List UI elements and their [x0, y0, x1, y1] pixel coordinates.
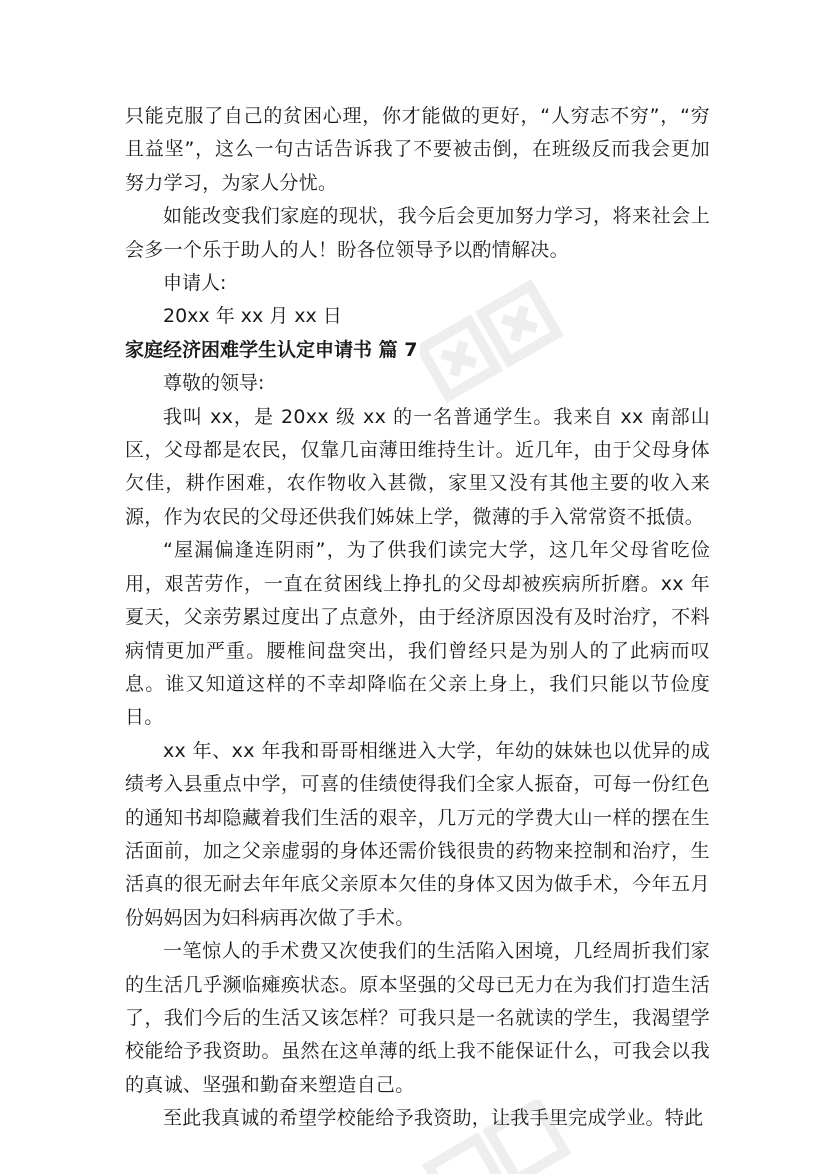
- body-paragraph-5: 至此我真诚的希望学校能给予我资助，让我手里完成学业。特此: [163, 1107, 704, 1130]
- body-paragraph-1: 我叫 xx，是 20xx 级 xx 的一名普通学生。我来自 xx 南部山区，父母都是农民，仅靠几亩薄田维持生计。近几年，由于父母身体欠佳，耕作困难，农作物收入甚微，家里又没有其他主要的收入来源，作为农民的父母还供我们姊妹上学，微薄的手入常常资不抵债。: [125, 405, 710, 528]
- document-body: [125, 100, 710, 1136]
- body-paragraph-2: “屋漏偏逢连阴雨”，为了供我们读完大学，这几年父母省吃俭用，艰苦劳作，一直在贫困线上挣扎的父母却被疾病所折磨。xx 年夏天，父亲劳累过度出了点意外，由于经济原因没有及时治疗，不料病情更加严重。腰椎间盘突出，我们曾经只是为别人的了此病而叹息。谁又知道这样的不幸却降临在父亲上身上，我们只能以节俭度日。: [125, 539, 710, 729]
- section-heading: 家庭经济困难学生认定申请书 篇 7: [125, 338, 418, 361]
- application-date: 20xx 年 xx 月 xx 日: [163, 305, 342, 328]
- paragraph-2: 如能改变我们家庭的现状，我今后会更加努力学习，将来社会上会多一个乐于助人的人！盼各位领导予以酌情解决。: [125, 205, 710, 261]
- applicant-label: 申请人:: [163, 272, 227, 295]
- body-paragraph-4: 一笔惊人的手术费又次使我们的生活陷入困境，几经周折我们家的生活几乎濒临瘫痪状态。原本坚强的父母已无力在为我们打造生活了，我们今后的生活又该怎样？可我只是一名就读的学生，我渴望学校能给予我资助。虽然在这单薄的纸上我不能保证什么，可我会以我的真诚、坚强和勤奋来塑造自己。: [125, 940, 710, 1096]
- greeting: 尊敬的领导:: [163, 372, 265, 395]
- body-paragraph-3: xx 年、xx 年我和哥哥相继进入大学，年幼的妹妹也以优异的成绩考入县重点中学，可喜的佳绩使得我们全家人振奋，可每一份红色的通知书却隐藏着我们生活的艰辛，几万元的学费大山一样的摆在生活面前，加之父亲虚弱的身体还需价钱很贵的药物来控制和治疗，生活真的很无耐去年年底父亲原本欠佳的身体又因为做手术，今年五月份妈妈因为妇科病再次做了手术。: [125, 739, 710, 929]
- paragraph-1: 只能克服了自己的贫困心理，你才能做的更好，“人穷志不穷”，“穷且益坚”，这么一句古话告诉我了不要被击倒，在班级反而我会更加努力学习，为家人分忧。: [125, 105, 710, 194]
